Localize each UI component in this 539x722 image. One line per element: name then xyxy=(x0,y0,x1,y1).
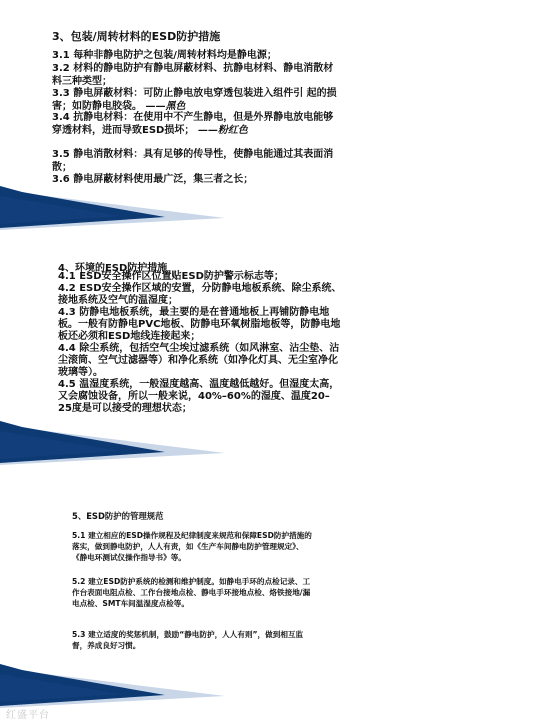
item-3-5: 3.5 静电消散材料：具有足够的传导性，使静电能通过其表面消散； xyxy=(52,149,334,173)
item-4-2: 4.2 ESD安全操作区域的安置，分防静电地板系统、除尘系统、接地系统及空气的温湿度； xyxy=(58,283,342,306)
section-5-heading: 5、ESD防护的管理规范 xyxy=(72,511,164,521)
item-4-1: 4.1 ESD安全操作区位置贴ESD防护警示标志等； xyxy=(58,271,284,282)
item-3-6: 3.6 静电屏蔽材料使用最广泛，集三者之长； xyxy=(52,174,254,185)
slide-footer-band xyxy=(0,421,539,465)
item-3-4 xyxy=(52,112,338,137)
item-4-4: 4.4 除尘系统，包括空气尘埃过滤系统（如风淋室、沾尘垫、沾尘滚筒、空气过滤器等）和净化系统（如净化灯具、无尘室净化玻璃等）。 xyxy=(58,343,340,378)
item-3-3 xyxy=(52,88,338,113)
item-3-3-text: 3.3 静电屏蔽材料：可防止静电放电穿透包装进入组件引 起的损害；如防静电胶袋。 —— xyxy=(52,88,337,112)
item-5-3: 5.3 建立适度的奖惩机制，鼓励“静电防护，人人有则”，做到相互监督，养成良好习惯。 xyxy=(72,630,304,650)
slide-management xyxy=(0,486,539,722)
item-3-3-color: 黑色 xyxy=(165,100,186,112)
slide-footer-band xyxy=(0,186,539,232)
watermark: 红盛平台 xyxy=(6,710,50,721)
section-3-heading: 3、包装/周转材料的ESD防护措施 xyxy=(52,30,221,43)
slide-environment xyxy=(0,243,539,465)
item-5-2: 5.2 建立ESD防护系统的检测和维护制度。如静电手环的点检记录、工作台表面电阻点检、工作台接地点检、静电手环接地点检、烙铁接地/漏电点检、SMT车间温湿度点检等。 xyxy=(72,577,311,608)
item-3-1: 3.1 每种非静电防护之包装/周转材料均是静电源； xyxy=(52,50,277,61)
slide-footer-band xyxy=(0,664,539,708)
item-5-1: 5.1 建立相应的ESD操作规程及纪律制度来规范和保障ESD防护措施的落实，做到静电防护，人人有责，如《生产车间静电防护管理规定》、《静电环测试仪操作指导书》等。 xyxy=(72,531,312,562)
item-3-4-text: 3.4 抗静电材料：在使用中不产生静电，但是外界静电放电能够穿透材料，进而导致ESD损坏； —— xyxy=(52,112,334,136)
item-4-5: 4.5 温湿度系统，一般湿度越高、温度越低越好。但湿度太高，又会腐蚀设备，所以一般来说，40%–60%的湿度、温度20–25度是可以接受的理想状态； xyxy=(58,379,340,414)
section-4-heading: 4、环境的ESD防护措施 xyxy=(58,263,168,274)
item-4-3: 4.3 防静电地板系统，最主要的是在普通地板上再铺防静电地板。一般有防静电PVC地板、防静电环氧树脂地板等，防静电地板还必须和ESD地线连接起来； xyxy=(58,307,341,342)
item-3-2: 3.2 材料的静电防护有静电屏蔽材料、抗静电材料、静电消散材料三种类型； xyxy=(52,63,334,87)
item-3-4-color: 粉红色 xyxy=(217,124,248,136)
slide-packaging xyxy=(0,0,539,232)
